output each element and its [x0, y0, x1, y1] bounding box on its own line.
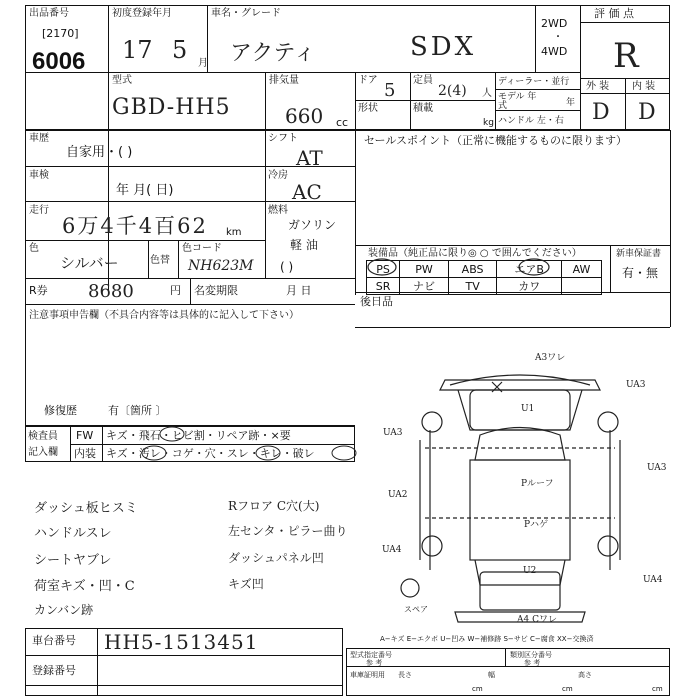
mileage-label: 走行 [29, 205, 49, 216]
equip-pw: PW [400, 261, 449, 278]
reg-cert: 車庫証明用 [350, 671, 385, 679]
interior-label: 内 装 [632, 81, 656, 92]
diagram-legend: A−キズ E−エクボ U−凹み W−補修跡 S−サビ C−腐食 XX−交換済 [380, 635, 594, 643]
mark-10: UA4 [643, 575, 663, 585]
class-designation: 類別区分番号 [510, 651, 552, 659]
drive-2wd: 2WD [541, 17, 568, 30]
shift-label: シフト [268, 133, 298, 144]
car-diagram [370, 350, 670, 635]
chassis-label: 車台番号 [32, 634, 76, 647]
color-value: シルバー [60, 254, 119, 272]
reg-year: 17 [122, 36, 153, 64]
interior-score: D [638, 100, 656, 125]
note-left-2: ハンドルスレ [34, 526, 112, 541]
warranty-value: 有・無 [622, 266, 659, 280]
note-left-3: シートヤブレ [34, 553, 112, 568]
lot-number: 6006 [32, 48, 86, 75]
width-label: 幅 [488, 671, 495, 679]
equip-navi: ナビ [400, 278, 449, 295]
note-right-1: Rフロア C穴(大) [228, 499, 320, 513]
mark-7: Pハゲ [524, 520, 549, 530]
length-label: 長さ [398, 671, 412, 679]
model-designation: 型式指定番号 [350, 651, 392, 659]
name-label: 車名・グレード [211, 8, 281, 19]
color-label: 色 [29, 243, 39, 254]
repair-label: 修復歴 [44, 404, 77, 417]
model-value: GBD-HH5 [112, 95, 231, 120]
note-left-4: 荷室キズ・凹・C [34, 579, 135, 594]
note-left-1: ダッシュ板ヒスミ [34, 501, 138, 516]
equip-abs: ABS [448, 261, 496, 278]
equipment-circles [366, 258, 606, 294]
displacement-label: 排気量 [269, 75, 299, 86]
fw-label: FW [76, 429, 94, 442]
meigi-value: 月 日 [286, 284, 312, 297]
drive-dot: ・ [553, 32, 563, 43]
color-code-label: 色コード [182, 243, 222, 254]
reference-2: 参 考 [524, 659, 541, 667]
capacity-value: 2(4) [438, 83, 467, 99]
equip-tv: TV [448, 278, 496, 295]
handle-label: ハンドル 左・右 [498, 116, 564, 126]
capacity-label: 定員 [413, 75, 433, 86]
ac-label: 冷房 [268, 170, 288, 181]
height-label: 高さ [578, 671, 592, 679]
inspection-value: 年 月( 日) [116, 183, 174, 198]
r-ticket-value: 8680 [88, 281, 134, 302]
meigi-label: 名変期限 [194, 284, 238, 297]
cc-unit: cc [336, 116, 349, 129]
month-unit: 月 [198, 58, 208, 69]
drive-4wd: 4WD [541, 45, 568, 58]
door-value: 5 [384, 80, 396, 101]
equip-leather: カワ [497, 278, 562, 295]
history-value: 自家用・( ) [66, 145, 133, 160]
mark-3: UA3 [383, 428, 403, 438]
chassis-value: HH5-1513451 [104, 630, 259, 654]
mark-5: UA3 [647, 463, 667, 473]
load-label: 積載 [413, 103, 433, 114]
fuel-gas: ガソリン [288, 218, 337, 232]
note-right-2: 左センタ・ピラー曲り [228, 524, 348, 538]
mark-6: Pルーフ [521, 479, 554, 489]
exterior-label: 外 装 [586, 81, 610, 92]
model-label: 型式 [112, 75, 132, 86]
year-unit: 年 [566, 98, 576, 108]
fuel-paren: ( ) [280, 260, 294, 274]
km-unit: km [226, 227, 242, 238]
mileage-value: 6万4千4百62 [62, 214, 208, 238]
equip-airbag: エアB [497, 261, 562, 278]
note-right-4: キズ凹 [228, 577, 264, 591]
equip-aw: AW [562, 261, 602, 278]
history-label: 車歴 [29, 133, 49, 144]
int-items: キズ・汚レ・コゲ・穴・スレ・キレ・破レ [106, 447, 315, 460]
notes-label: 注意事項申告欄（不具合内容等は具体的に記入して下さい） [29, 310, 299, 321]
warranty-label: 新車保証書 [616, 249, 662, 259]
equipment-title: 装備品（純正品に限り◎ ○ で囲んでください） [368, 248, 582, 259]
car-name: アクティ [230, 41, 316, 66]
reg-label: 登録番号 [32, 664, 76, 677]
displacement-value: 660 [285, 104, 324, 128]
yen-unit: 円 [170, 284, 181, 297]
bottom-right-box [346, 648, 670, 696]
grade: SDX [410, 32, 477, 62]
inspector-label1: 検査員 [28, 431, 58, 442]
inspector-circles [100, 426, 360, 462]
eval-score: R [613, 36, 639, 76]
r-ticket-label: R券 [29, 284, 48, 297]
mark-0: A3ワレ [535, 353, 566, 363]
model-year-label: モデル 年式 [498, 92, 537, 111]
fuel-diesel: 軽 油 [290, 238, 318, 252]
person-unit: 人 [482, 88, 492, 99]
ac-value: AC [292, 180, 322, 204]
equip-sr: SR [367, 278, 400, 295]
exterior-score: D [592, 100, 610, 125]
note-left-5: カンバン跡 [34, 603, 94, 617]
first-reg-label: 初度登録年月 [112, 8, 172, 19]
mark-9: U2 [523, 566, 537, 576]
reg-month: 5 [172, 36, 188, 64]
cm-unit-1: cm [472, 685, 483, 693]
lot-code: [2170] [42, 27, 79, 40]
fw-items: キズ・飛石・ヒビ割・リペア跡・×要 [106, 429, 291, 442]
mark-4: UA2 [388, 490, 408, 500]
repair-value: 有〔箇所 〕 [108, 404, 167, 417]
door-label: ドア [358, 75, 378, 86]
color-change-label: 色替 [150, 255, 170, 266]
equip-ps: PS [367, 261, 400, 278]
cm-unit-2: cm [562, 685, 573, 693]
dealer-label: ディーラー・並行 [498, 77, 570, 87]
reference-1: 参 考 [366, 659, 383, 667]
inspection-label: 車検 [29, 170, 49, 181]
shift-value: AT [296, 146, 323, 170]
lot-label: 出品番号 [29, 8, 69, 19]
sales-label: セールスポイント（正常に機能するものに限ります） [364, 134, 628, 147]
mark-8: UA4 [382, 545, 402, 555]
color-code-value: NH623M [188, 258, 254, 274]
eval-label: 評 価 点 [594, 7, 634, 20]
shape-label: 形状 [358, 103, 378, 114]
mark-1: UA3 [626, 380, 646, 390]
int-label: 内装 [74, 447, 96, 460]
mark-11: A4 Cワレ [517, 615, 557, 625]
after-label: 後日品 [360, 295, 393, 308]
mark-2: U1 [521, 404, 535, 414]
kg-unit: kg [483, 118, 494, 128]
fuel-label: 燃料 [268, 205, 288, 216]
note-right-3: ダッシュパネル凹 [228, 551, 324, 565]
inspector-label2: 記入欄 [28, 447, 58, 458]
mark-12: スペア [404, 605, 428, 614]
cm-unit-3: cm [652, 685, 663, 693]
